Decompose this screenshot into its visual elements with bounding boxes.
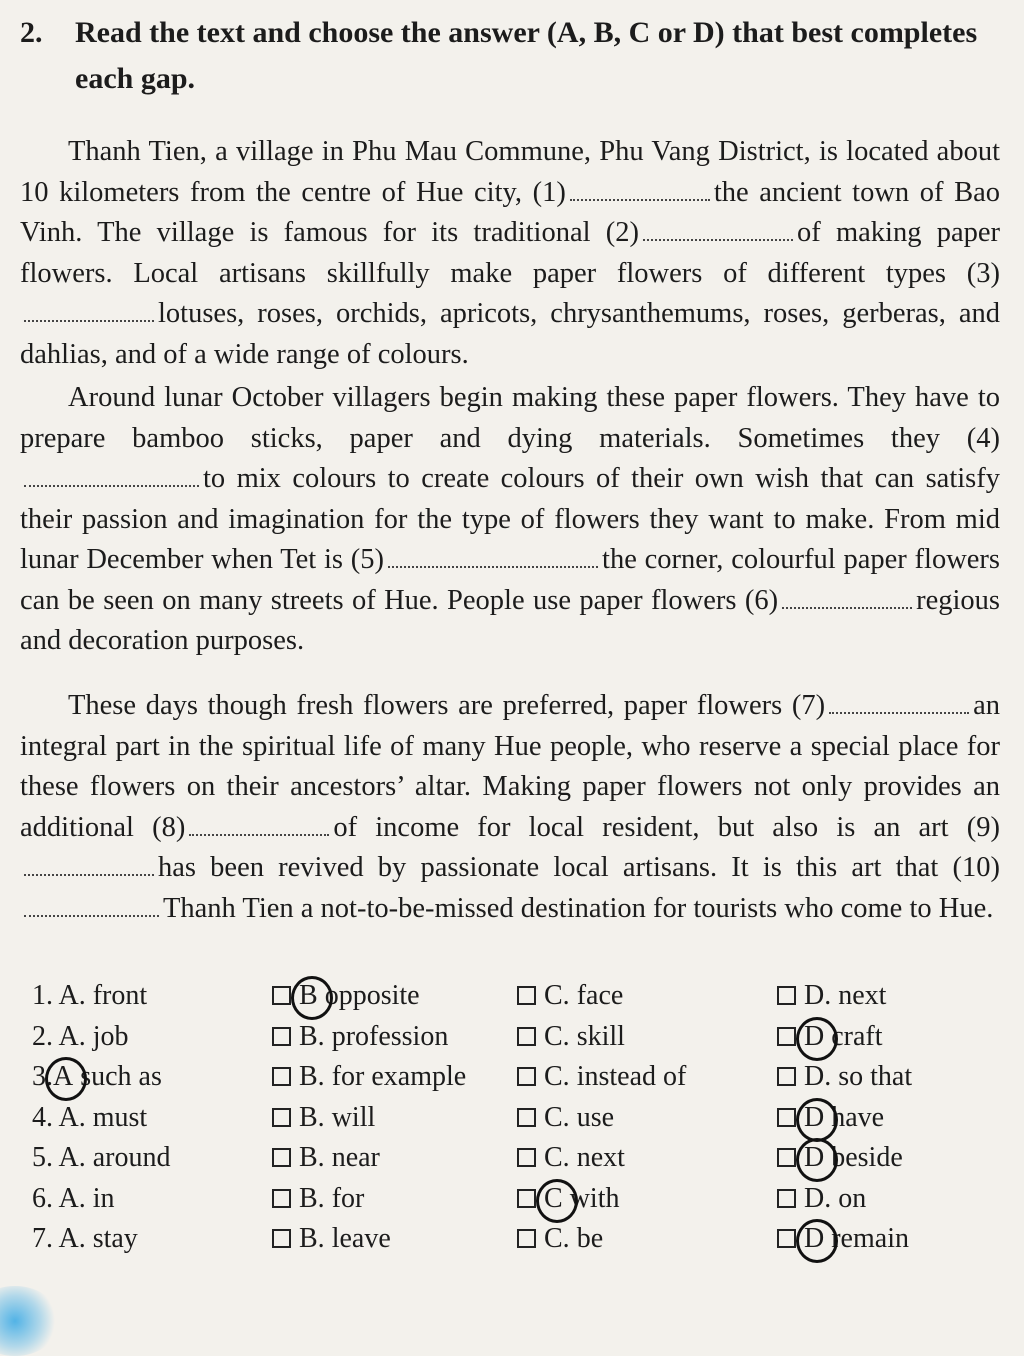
- q3-option-c[interactable]: C. instead of: [517, 1061, 686, 1093]
- p1-text-4: lotuses, roses, orchids, apricots, chrysanthemums, roses, gerberas, and dahlias, and of a wide range of colours.: [20, 298, 1000, 370]
- answer-circle-mark: [796, 1098, 838, 1142]
- passage-paragraph-3: [20, 686, 1000, 929]
- q2-option-a[interactable]: 2. A. job: [32, 1020, 129, 1052]
- q5-option-a[interactable]: 5. A. around: [32, 1142, 171, 1173]
- gap-10: [24, 895, 159, 917]
- gap-6: [782, 587, 912, 609]
- p3-text-3: of income for local resident, but also is an art (9): [333, 811, 1000, 843]
- checkbox[interactable]: [777, 1189, 796, 1208]
- p2-text-1: Around lunar October villagers begin making these paper flowers. They have to prepare bamboo sticks, paper and dying materials. Sometimes they (4): [20, 382, 1000, 454]
- answer-circle-mark: [796, 1219, 838, 1263]
- q5-option-b[interactable]: B. near: [272, 1142, 380, 1174]
- p2-text-4: regious and decoration purposes.: [20, 584, 1000, 656]
- checkbox[interactable]: [517, 1108, 536, 1127]
- p3-text-2: an integral part in the spiritual life of many Hue people, who reserve a special place for these flowers on their ancestors’ altar. Making paper flowers not only provides an additional (8): [20, 690, 1000, 843]
- gap-3: [24, 300, 154, 322]
- circled-answer: D: [804, 1142, 824, 1174]
- q1-option-d[interactable]: D. next: [777, 980, 886, 1012]
- checkbox[interactable]: [517, 1067, 536, 1086]
- checkbox[interactable]: [272, 1067, 291, 1086]
- passage-paragraph-1: [20, 132, 1000, 375]
- q3-option-d[interactable]: D. so that: [777, 1061, 912, 1093]
- q1-option-c[interactable]: C. face: [517, 980, 623, 1012]
- answer-circle-mark: [291, 976, 333, 1020]
- q5-option-c[interactable]: C. next: [517, 1142, 625, 1174]
- checkbox[interactable]: [777, 1108, 796, 1127]
- question-row-5: [32, 1142, 992, 1183]
- q4-option-b[interactable]: B. will: [272, 1102, 375, 1134]
- circled-answer: B: [299, 980, 318, 1012]
- p3-text-5: Thanh Tien a not-to-be-missed destination for tourists who come to Hue.: [163, 892, 994, 924]
- q4-option-a[interactable]: 4. A. must: [32, 1101, 148, 1133]
- checkbox[interactable]: [272, 986, 291, 1005]
- p1-text-1: Thanh Tien, a village in Phu Mau Commune, Phu Vang District, is located about 10 kilometers from the centre of Hue city, (1): [20, 136, 1000, 208]
- checkbox[interactable]: [517, 1189, 536, 1208]
- circled-answer: C: [544, 1183, 563, 1215]
- checkbox[interactable]: [272, 1027, 291, 1046]
- checkbox[interactable]: [272, 1148, 291, 1167]
- checkbox[interactable]: [517, 1148, 536, 1167]
- gap-5: [388, 546, 598, 568]
- p3-text-4: has been revived by passionate local artisans. It is this art that (10): [158, 852, 1000, 883]
- q6-option-c[interactable]: C with: [517, 1183, 619, 1215]
- p1-text-3: of making paper flowers. Local artisans skillfully make paper flowers of different types (3): [20, 217, 1000, 289]
- q2-option-c[interactable]: C. skill: [517, 1021, 625, 1053]
- answer-circle-mark: [796, 1138, 838, 1182]
- gap-9: [24, 854, 154, 876]
- q6-option-b[interactable]: B. for: [272, 1183, 364, 1215]
- task-number: 2.: [20, 16, 43, 49]
- q4-option-c[interactable]: C. use: [517, 1102, 614, 1134]
- q7-option-c[interactable]: C. be: [517, 1223, 603, 1255]
- passage-paragraph-2: [20, 378, 1000, 662]
- checkbox[interactable]: [272, 1108, 291, 1127]
- checkbox[interactable]: [777, 1229, 796, 1248]
- question-row-7: [32, 1223, 992, 1264]
- checkbox[interactable]: [517, 986, 536, 1005]
- checkbox[interactable]: [777, 1027, 796, 1046]
- q1-option-b[interactable]: B opposite: [272, 980, 420, 1012]
- answer-circle-mark: [536, 1179, 578, 1223]
- circled-answer: D: [804, 1102, 824, 1134]
- checkbox[interactable]: [777, 1067, 796, 1086]
- question-row-4: [32, 1102, 992, 1143]
- checkbox[interactable]: [777, 1148, 796, 1167]
- q5-option-d[interactable]: D beside: [777, 1142, 903, 1174]
- checkbox[interactable]: [517, 1027, 536, 1046]
- q3-option-a[interactable]: 3. A such as: [32, 1061, 162, 1093]
- q7-option-d[interactable]: D remain: [777, 1223, 909, 1255]
- q6-option-d[interactable]: D. on: [777, 1183, 866, 1215]
- question-row-1: [32, 980, 992, 1021]
- p2-text-2: to mix colours to create colours of their own wish that can satisfy their passion and imagination for the type of flowers they want to make. From mid lunar December when Tet is (5): [20, 463, 1000, 575]
- q1-option-a[interactable]: 1. A. front: [32, 980, 148, 1011]
- checkbox[interactable]: [777, 986, 796, 1005]
- task-instruction: [20, 10, 1000, 102]
- answer-circle-mark: [45, 1057, 87, 1101]
- answer-circle-mark: [796, 1017, 838, 1061]
- q4-option-d[interactable]: D have: [777, 1102, 884, 1134]
- circled-answer: A: [53, 1061, 73, 1093]
- p3-text-1: These days though fresh flowers are preferred, paper flowers (7): [68, 690, 826, 721]
- task-line-2: each gap.: [75, 62, 195, 95]
- p2-text-3: the corner, colourful paper flowers can be seen on many streets of Hue. People use paper flowers (6): [20, 544, 1001, 616]
- gap-4: [24, 465, 199, 487]
- gap-7: [829, 692, 969, 714]
- camera-glare: [0, 1286, 60, 1356]
- p1-text-2: the ancient town of Bao Vinh. The village is famous for its traditional (2): [20, 176, 1000, 248]
- circled-answer: D: [804, 1223, 824, 1255]
- q3-option-b[interactable]: B. for example: [272, 1061, 466, 1093]
- q7-option-a[interactable]: 7. A. stay: [32, 1223, 138, 1254]
- question-row-3: [32, 1061, 992, 1102]
- circled-answer: D: [804, 1021, 824, 1053]
- question-row-6: [32, 1183, 992, 1224]
- q2-option-b[interactable]: B. profession: [272, 1021, 448, 1053]
- checkbox[interactable]: [517, 1229, 536, 1248]
- gap-1: [570, 179, 710, 201]
- question-row-2: [32, 1021, 992, 1062]
- answer-options: [32, 980, 992, 1264]
- gap-8: [189, 814, 329, 836]
- gap-2: [643, 219, 793, 241]
- checkbox[interactable]: [272, 1189, 291, 1208]
- checkbox[interactable]: [272, 1229, 291, 1248]
- q2-option-d[interactable]: D craft: [777, 1021, 883, 1053]
- q7-option-b[interactable]: B. leave: [272, 1223, 391, 1255]
- q6-option-a[interactable]: 6. A. in: [32, 1182, 115, 1214]
- task-line-1: Read the text and choose the answer (A, B, C or D) that best completes: [75, 16, 978, 49]
